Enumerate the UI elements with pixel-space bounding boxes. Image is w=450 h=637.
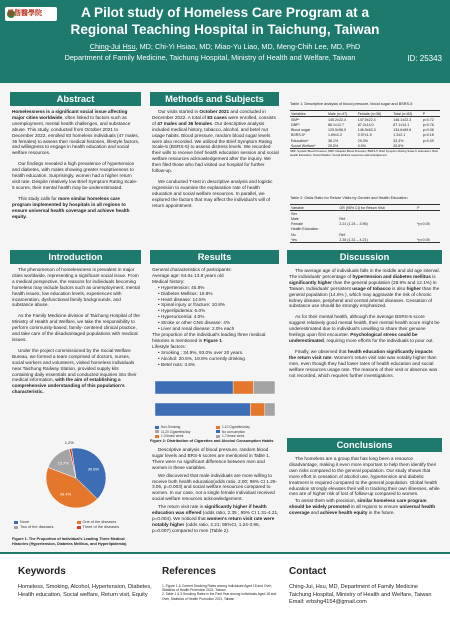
- table1-caption: Table 1: Descriptive analysis of blood pressure, blood sugar and BSRS-5: [290, 102, 413, 106]
- poster-id: ID: 25343: [407, 54, 442, 63]
- table1-header-cell: P: [422, 111, 440, 117]
- first-author: Ching-Jui Hsu: [89, 42, 136, 51]
- table2-cell: Yes: [290, 237, 338, 243]
- legend-item: [155, 430, 216, 434]
- table1-header-cell: Female (n=36): [357, 111, 393, 117]
- history-item: • Stroke or other CNS disease: 4%: [158, 320, 279, 326]
- conclusions-heading: Conclusions: [287, 438, 442, 452]
- table2-cell: Ref.: [339, 216, 346, 221]
- legend-label: One of the diseases: [82, 520, 117, 524]
- contact-text: [289, 584, 444, 607]
- table2-cell: *p=0.05: [417, 222, 430, 227]
- table1-header-cell: Male (n=47): [327, 111, 357, 117]
- legend-swatch: [77, 526, 81, 529]
- legend-label: 11-20 Cigarettes/day: [161, 429, 191, 434]
- results-analysis-text: Descriptive analysis of blood pressure, random blood sugar levels and BRS-5 scores are mentioned in Table 1. There were no significant difference between men and women in these variables. We discovered that male individuals are more willing to receive both health education(odds ratio, 2.00; 95% CI 1.26-3.06, p=0.003) and social welfare resources compared to women. In our case, not a single female individual received social welfare resources acknowledgement. The return visit rate is significantly higher if health education was offered (odds ratio, 2.35 ; 95% CI 1.31-4.21, p=0.004). We noticed that women's return visit rate were notably higher (odds ratio, 2.21; 95%CI, 1.24-3.96, p=0.007) compared to men (Table 2).: [152, 447, 279, 533]
- title-line-2: Regional Teaching Hospital in Taichung, Taiwan: [70, 22, 380, 37]
- bar-segment: [155, 381, 233, 394]
- table1-cell: 146.5±63.3: [357, 128, 376, 133]
- legend-item: [216, 434, 277, 438]
- other-authors: , MD; Chi-Yi Hsiao, MD; Miao-Yu Liao, MD, Meng-Chih Lee, MD, PhD: [135, 42, 361, 51]
- legend-swatch: [155, 435, 159, 438]
- table2-cell: 2.35 (1.31 – 4.21): [338, 237, 416, 243]
- legend-item: [155, 434, 216, 438]
- history-item: • Hypertension: 45.8%: [158, 285, 279, 291]
- bar-segment: [265, 403, 275, 416]
- legend-swatch: [155, 426, 159, 429]
- legend-swatch: [216, 430, 220, 433]
- abstract-text: Homelessness is a significant social issue affecting major cities worldwide, often linked to factors such as unemployment, mental health challenges, and substance abuse. This study, conducted from October 2021 to December 2022, enrolled 83 homeless individuals (47 males, 36 females) to assess their medical histories, lifestyle factors, and willingness to engage in health education and social welfare resources. Our findings revealed a high prevalence of hypertension and diabetes, with males showing greater receptiveness to health education. Surprisingly, women had a higher return visit rate. Despite relatively low Brief Symptom Rating Scale-5 scores, their mental health may be underestimated. This study calls for more similar homeless care program implemented by hospitals in all regions to ensure universal health coverage and achieve health equity.: [12, 109, 140, 219]
- legend-label: Two of the diseases: [20, 525, 54, 529]
- legend-swatch: [216, 426, 220, 429]
- bar-segment: [155, 403, 250, 416]
- table1-cell: 0.97±1.5: [357, 133, 372, 138]
- table2: [290, 204, 440, 243]
- table2-header-cell: OR (95% CI) for Return Visit: [338, 205, 416, 211]
- bar-segment: [253, 381, 275, 394]
- introduction-text: The phenomenon of homelessness is prevalent in major cities worldwide, representing a significant social issue. From a medical perspective, the reasons for individuals becoming homeless may include factors such as unemployment, mental health issues, low education levels, experiences with incarceration, dysfunctional family backgrounds, and substance abuse. As the Family Medicine division of Taichung Hospital of the Ministry of Health and Welfare, we take the responsibility to perform community-based, family- centered clinical practice, and take care of the disadvantaged populations with medical issues. Under the project commissioned by the Social Welfare Bureau, we formed a team comprised of doctors, nurses, social workers and volunteers, visited homeless individuals near Taichung Railway Station, provided supply kits containing daily essentials and conducted inquiries into their medical information, with the aim of establishing a comprehensive understanding of this population's characteristic.: [12, 267, 140, 395]
- department: Department of Family Medicine, Taichung Hospital, Ministry of Health and Welfare, Taiwan: [64, 53, 356, 62]
- history-item: • Spinal injury or fracture: 10.8%: [158, 302, 279, 308]
- abstract-heading: Abstract: [10, 92, 141, 106]
- lifestyle-list: [152, 350, 279, 368]
- footer: [0, 552, 450, 637]
- legend-item: [155, 425, 216, 429]
- methods-heading: Methods and Subjects: [150, 92, 279, 106]
- legend-item: [77, 520, 140, 524]
- table2-cell: *p=0.05: [416, 237, 440, 243]
- pie-label: 39.8%: [87, 466, 100, 472]
- table1-header-cell: Variables: [290, 111, 327, 117]
- contact-line: Ching-Jui, Hsu, MD, Department of Family Medicine: [289, 584, 419, 590]
- medical-history-list: [152, 285, 279, 332]
- legend-swatch: [216, 435, 220, 438]
- history-item: • Heart disease: 14.5%: [158, 297, 279, 303]
- table2-cell: Ref.: [339, 232, 346, 237]
- discussion-heading: Discussion: [287, 250, 442, 264]
- history-item: • Hyperuricemia: 4.0%: [158, 314, 279, 320]
- table2-cell: Male: [291, 216, 299, 221]
- table2-cell: Health Education: [291, 227, 319, 232]
- poster-title: [40, 4, 410, 38]
- figure1-pie-chart: [12, 438, 140, 518]
- table1-cell: p=0.18: [422, 133, 434, 138]
- keywords-heading: Keywords: [18, 566, 66, 577]
- contact-heading: Contact: [289, 566, 327, 577]
- lifestyle-item: • Smoking : 34.9%, 93.0% over 20 years.: [158, 350, 279, 356]
- table1-cell: 86.1±12.7: [328, 122, 344, 127]
- methods-text: Our visits started in October 2021 and concluded in December 2022. A total of 83 cases were enrolled, consists of 47 males and 36 females. Our descriptive analysis included medical history, tobacco, alcohol, and betel nut usage habits. Blood pressure, random blood sugar levels were also recorded. We utilized the Brief Symptom Rating Scale-5 (BSRS-5) to assess distress levels. We recorded their wills to receive brief health education session and social welfare resources acknowledgement after the inquiry. We then filed those who had visited our hospital for further follow-up. We conducted T-test in descriptive analysis and logistic regression to examine the explanation rate of health education and social welfare resources. In parallel, we explored the factors that may affect the individual's will of return appointment.: [152, 109, 279, 208]
- figure2-bar-chart: [153, 375, 278, 425]
- results-text: General characteristics of participants: Average age: 64.0± 13.8 years old Medical history: • Hypertension: 45.8% • Diabetes Mellitus: 16.8% • Heart disease: 14.5% • Spinal injury or fracture: 10.8% • Hyperlipidemia: 6.0% • Hyperuricemia: 4.0% • Stroke or other CNS disease: 4% • Liver and renal disease: 2.0% each The proportion of the individual's leading three medical histories is mentioned in Figure 1. Lifestyle factors: • Smoking : 34.9%, 93.0% over 20 years. • Alcohol: 20.5%, 19.5% currently drinking • Betel nuts: 3.6%: [152, 267, 279, 367]
- legend-item: [14, 525, 77, 529]
- table1-cell: 0.0%: [357, 143, 393, 149]
- references-heading: References: [162, 566, 216, 577]
- table2-header-cell: P: [416, 205, 440, 211]
- history-item: • Diabetes Mellitus: 16.8%: [158, 291, 279, 297]
- table1-cell: SBP*: [291, 117, 300, 122]
- table1-cell: 36.1%: [328, 138, 339, 143]
- table1-cell: 29.3%: [357, 138, 368, 143]
- table1-cell: 1.69±2.2: [328, 133, 342, 138]
- table1-note: SBP: Systolic Blood Pressure; DBP: Diastolic Blood Pressure; BSRS-5: Brief Symptom Rating Scale-5; Education: Brief Health Education; Social Welfare: Social Welfare resources acknowledgement: [290, 149, 438, 157]
- references-list: [162, 584, 280, 601]
- history-item: • Hyperlipidemia: 6.0%: [158, 308, 279, 314]
- legend-label: Non-Smoking: [161, 425, 181, 429]
- table1-row: [290, 143, 440, 149]
- bar-segment: [250, 403, 264, 416]
- table2-cell: 2.21 (1.24 – 3.96): [339, 222, 368, 227]
- legend-swatch: [77, 521, 81, 524]
- table1-cell: Social Welfare*: [290, 143, 327, 149]
- legend-label: None: [20, 520, 30, 524]
- table1-cell: 145.2±22.4: [328, 117, 346, 122]
- table2-cell: Sex: [291, 211, 298, 216]
- legend-label: Three of the diseases: [82, 525, 120, 529]
- table1: [290, 110, 440, 157]
- figure1-legend: [14, 520, 139, 529]
- table1-cell: 125.5±56.9: [328, 128, 346, 133]
- legend-label: 1-7 times/ week: [222, 434, 245, 438]
- legend-item: [14, 520, 77, 524]
- table1-cell: 1.3±2.1: [393, 133, 406, 138]
- table1-cell: Education*: [291, 138, 309, 143]
- legend-swatch: [14, 521, 18, 524]
- legend-swatch: [155, 430, 159, 433]
- contact-line: Taichung Hospital, Ministry of Health and Welfare, Taiwan: [289, 591, 432, 598]
- legend-label: No consumption: [222, 429, 246, 434]
- lifestyle-item: • Betel nuts: 3.6%: [158, 362, 279, 368]
- table2-row: [290, 237, 440, 243]
- title-line-1: A Pilot study of Homeless Care Program at a: [80, 5, 370, 20]
- table1-cell: 20.5%: [392, 143, 421, 149]
- legend-label: 1-10 Cigarettes/day: [222, 425, 250, 429]
- table1-cell: DBP*: [291, 122, 300, 127]
- table2-caption: Table 2: Odds Ratio for Return Visits by Gender and Health Education: [290, 196, 408, 200]
- introduction-heading: Introduction: [10, 250, 141, 264]
- pie-label: 43.4%: [59, 491, 72, 497]
- table1-cell: p=0.72: [422, 117, 434, 122]
- legend-item: [77, 525, 140, 529]
- conclusions-text: The homeless are a group that has long been a resource disadvantage, making it even more important to help them identify their own risks compared to the general population. Our study shows that more effort in cessation of alcohol use, hypertension and diabetic treatment is required compared to the general population. Global health education strongly elevates their will in tracking their own illnesses, while men are of higher risk of lost of follow-up compared to women. To assist them with precision, similar homeless care program should be widely promoted in all regions to ensure universal health coverage and achieve health equity in the future.: [289, 456, 440, 516]
- header-banner: [0, 0, 450, 83]
- table1-cell: 33.3%: [393, 138, 404, 143]
- table1-cell: 147.0±22.4: [357, 117, 376, 122]
- legend-label: 1-3 times/ week: [161, 434, 184, 438]
- table1-cell: p=0.09: [422, 138, 434, 143]
- table1-cell: BSRS-5*: [291, 133, 306, 138]
- table1-cell: 87.1±14.1: [393, 122, 410, 127]
- reference-item: 1. Figure 1 & Current Smoking Rates among Individuals Aged 18 and Over, Statistics of Health Promotion 2021, Taiwan: [162, 584, 272, 593]
- table1-cell: 25.5%: [327, 143, 357, 149]
- table2-cell: Female: [291, 222, 303, 227]
- table2-cell: No: [291, 232, 296, 237]
- legend-item: [216, 425, 277, 429]
- table1-cell: 146.1±22.3: [393, 117, 412, 122]
- pie-label: 15.7%: [57, 460, 69, 466]
- table1-cell: p=0.06: [422, 128, 434, 133]
- reference-item: 2. Table 1 & 3 Smoking Rates in the Past Year among Individuals Aged 18 and Over, Statistics of Health Promotion 2021, Taiwan: [162, 592, 277, 601]
- results-heading: Results: [150, 250, 279, 264]
- discussion-text: The average age of individuals falls in the middle and old age interval. The individuals' percentage of hypertension and diabetes mellitus is significantly higher than the general population (28.9% and 12.1%) in Taiwan. Individuals' persistent usage of tobacco is also higher than the general population (14.6% ), which may aggravate the risk of chronic kidney disease, peripheral and central arterial diseases. Cessation of substance use should be strongly emphasized. As for their mental health, although the average BSRS-5 score suggest relatively good mental health, their mental health score might be underestimated due to individual's unwilling to share their genuine feelings upon first encounter. Psychological stress could be underestimated, requiring more efforts for the individuals to pour out. Finally, we observed that health education significantly impacts the return visit rate. Women's return visit rate was notably higher than men, even though they had lower rates of health education and social welfare resources usage rate. The reasons of their visit or absence was not recorded, which requires further investigations.: [289, 268, 440, 378]
- table1-cell: 134.6±69.8: [393, 128, 412, 133]
- figure1-caption: Figure 1. The Proportion of Individual's Leading Three Medical Histories (Hypertension, Diabetes Mellitus, and Hyperlipidemia): [12, 537, 127, 546]
- author-list: [10, 41, 440, 52]
- table1-cell: p=0.78: [422, 122, 434, 127]
- table1-cell: [422, 143, 440, 149]
- pie-label: 1.2%: [64, 439, 74, 445]
- contact-line: Email: erbshg4154@gmail.com: [289, 599, 367, 605]
- legend-swatch: [14, 526, 18, 529]
- legend-item: [216, 430, 277, 434]
- table1-cell: Blood sugar: [291, 128, 311, 133]
- table1-cell: 87.2±14.0: [357, 122, 374, 127]
- table1-header-cell: Total (n=83): [392, 111, 421, 117]
- figure2-caption: Figure 2: Distribution of Cigarettes and Alcohol Consumption Habits: [150, 439, 274, 443]
- bar-segment: [233, 381, 253, 394]
- logo-text: 馬偕醫學院: [7, 9, 42, 18]
- keywords-text: Homeless, Smoking, Alcohol, Hypertension, Diabetes, Health education, Social welfare, Return visit, Equity: [18, 584, 152, 598]
- table2-header-cell: Variable: [290, 205, 338, 211]
- figure2-legend: [155, 425, 277, 438]
- history-item: • Liver and renal disease: 2.0% each: [158, 326, 279, 332]
- lifestyle-item: • Alcohol: 20.5%, 19.5% currently drinking: [158, 356, 279, 362]
